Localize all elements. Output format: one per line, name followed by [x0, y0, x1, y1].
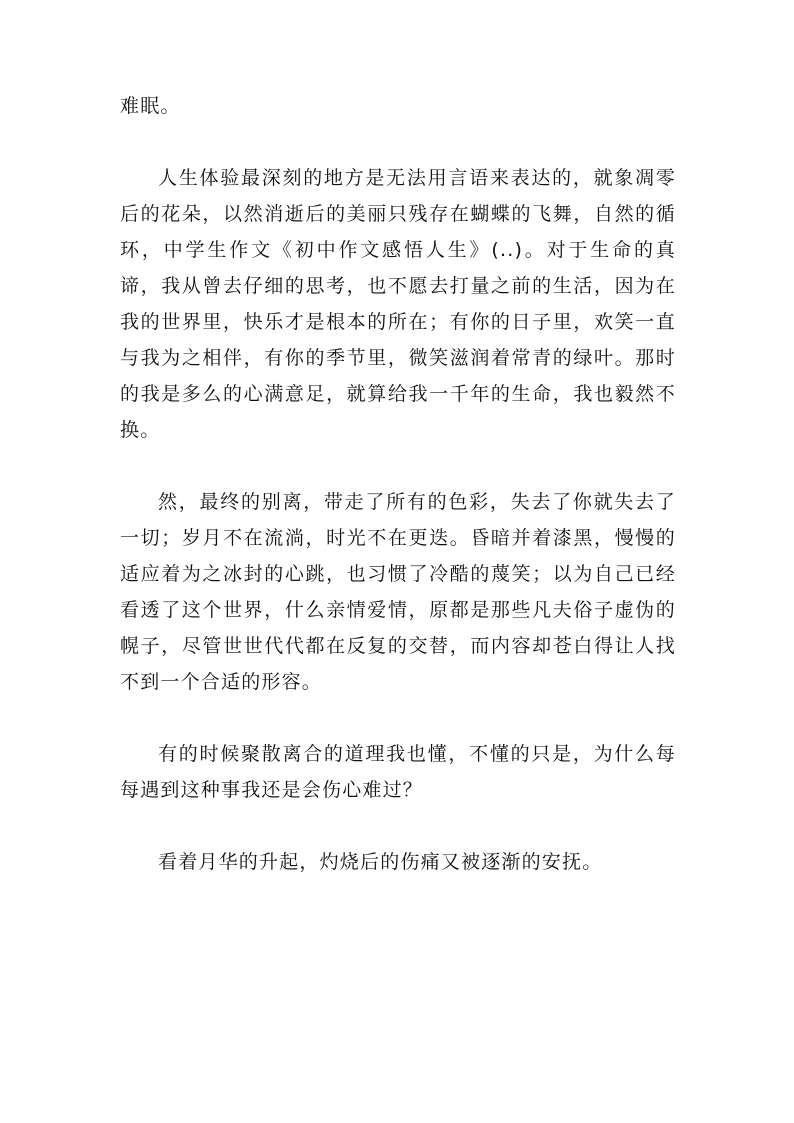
- paragraph-3: 然，最终的别离，带走了所有的色彩，失去了你就失去了一切；岁月不在流淌，时光不在更迭。昏暗并着漆黑，慢慢的适应着为之冰封的心跳，也习惯了冷酷的蔑笑；以为自己已经看透了这个世界，什么亲情爱情，原都是那些凡夫俗子虚伪的幌子，尽管世世代代都在反复的交替，而内容却苍白得让人找不到一个合适的形容。: [120, 491, 676, 693]
- paragraph-2: 人生体验最深刻的地方是无法用言语来表达的，就象凋零后的花朵，以然消逝后的美丽只残存在蝴蝶的飞舞，自然的循环，中学生作文《初中作文感悟人生》(..)。对于生命的真谛，我从曾去仔细的思考，也不愿去打量之前的生活，因为在我的世界里，快乐才是根本的所在；有你的日子里，欢笑一直与我为之相伴，有你的季节里，微笑滋润着常青的绿叶。那时的我是多么的心满意足，就算给我一千年的生命，我也毅然不换。: [120, 167, 676, 441]
- paragraph-5: 看着月华的升起，灼烧后的伤痛又被逐渐的安抚。: [158, 851, 603, 873]
- paragraph-4: 有的时候聚散离合的道理我也懂，不懂的只是，为什么每每遇到这种事我还是会伤心难过？: [120, 743, 676, 801]
- paragraph-1: 难眠。: [120, 95, 181, 117]
- document-body: [120, 88, 676, 880]
